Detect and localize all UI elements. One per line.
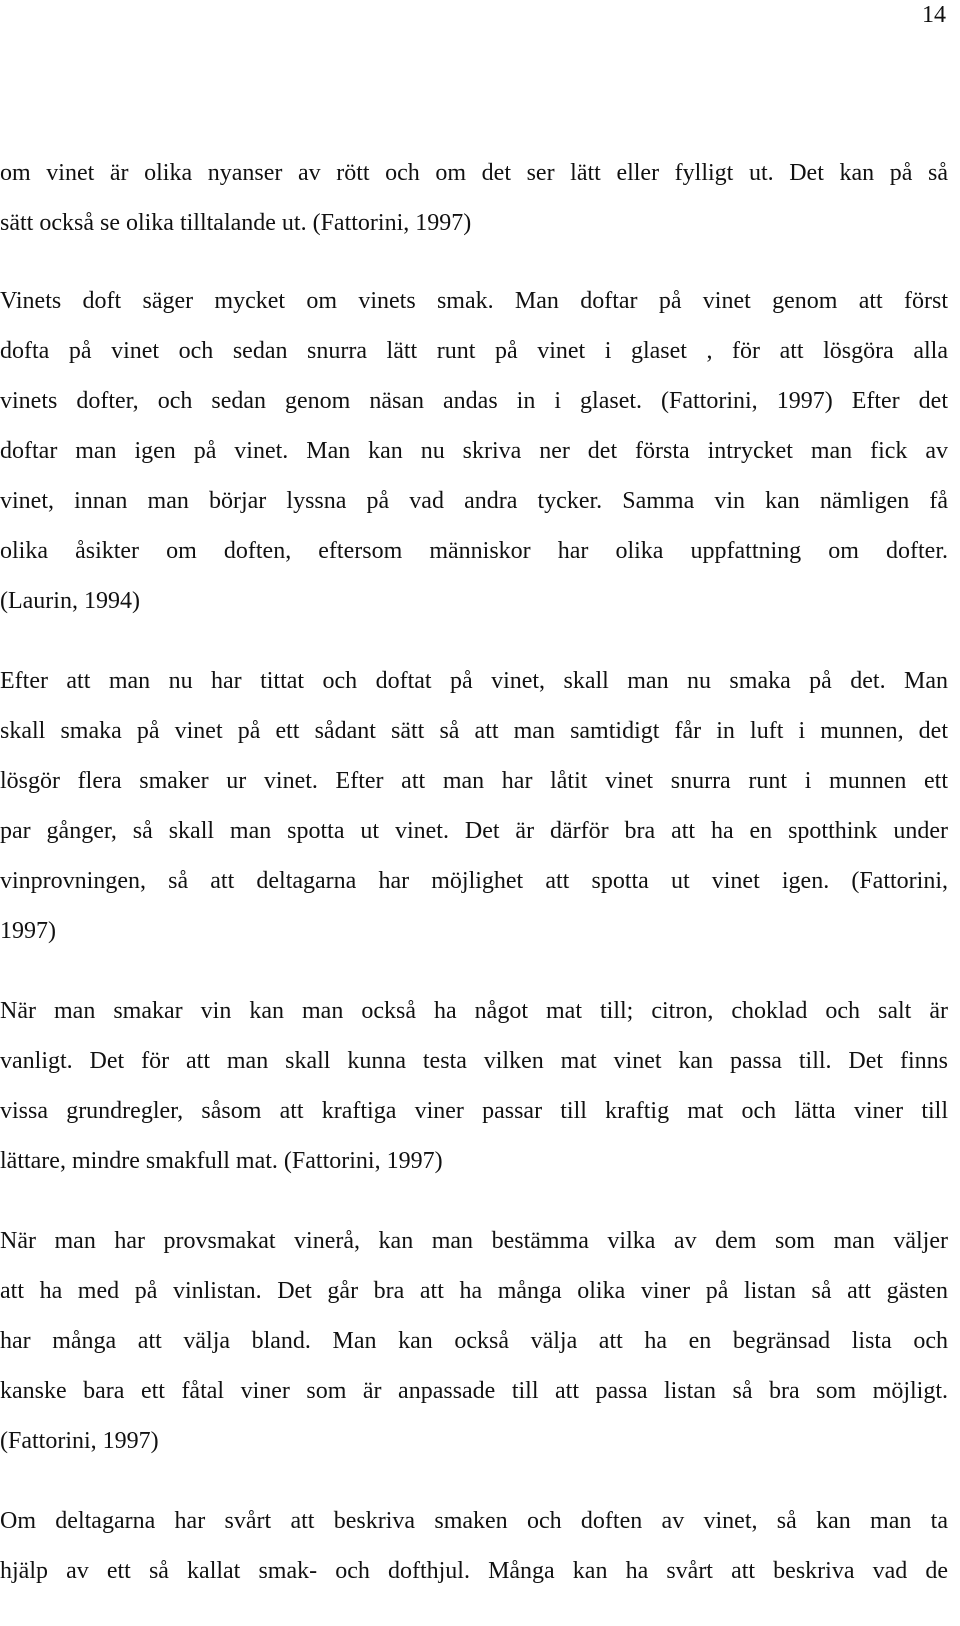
paragraph [0,986,948,1186]
text-line: Om deltagarna har svårt att beskriva smaken och doften av vinet, så kan man ta [0,1508,948,1534]
text-line: (Laurin, 1994) [0,588,140,614]
text-line: lösgör flera smaker ur vinet. Efter att man har låtit vinet snurra runt i munnen ett [0,768,948,794]
paragraph [0,1496,948,1596]
text-line: vinet, innan man börjar lyssna på vad andra tycker. Samma vin kan nämligen få [0,488,948,514]
text-line: vinprovningen, så att deltagarna har möjlighet att spotta ut vinet igen. (Fattorini, [0,868,948,894]
text-line: att ha med på vinlistan. Det går bra att ha många olika viner på listan så att gästen [0,1278,948,1304]
page-number: 14 [922,2,946,28]
text-line: sätt också se olika tilltalande ut. (Fattorini, 1997) [0,210,472,236]
paragraph [0,276,948,626]
paragraph [0,148,948,248]
text-line: När man smakar vin kan man också ha något mat till; citron, choklad och salt är [0,998,948,1024]
text-line: (Fattorini, 1997) [0,1428,159,1454]
text-line: olika åsikter om doften, eftersom människor har olika uppfattning om dofter. [0,538,948,564]
text-line: vissa grundregler, såsom att kraftiga viner passar till kraftig mat och lätta viner till [0,1098,948,1124]
text-line: 1997) [0,918,56,944]
text-line: skall smaka på vinet på ett sådant sätt så att man samtidigt får in luft i munnen, det [0,718,948,744]
text-line: lättare, mindre smakfull mat. (Fattorini, 1997) [0,1148,443,1174]
text-line: kanske bara ett fåtal viner som är anpassade till att passa listan så bra som möjligt. [0,1378,948,1404]
text-line: vinets dofter, och sedan genom näsan andas in i glaset. (Fattorini, 1997) Efter det [0,388,948,414]
text-line: Efter att man nu har tittat och doftat på vinet, skall man nu smaka på det. Man [0,668,948,694]
text-line: Vinets doft säger mycket om vinets smak. Man doftar på vinet genom att först [0,288,948,314]
text-line: par gånger, så skall man spotta ut vinet. Det är därför bra att ha en spotthink under [0,818,948,844]
text-line: har många att välja bland. Man kan också välja att ha en begränsad lista och [0,1328,948,1354]
text-line: doftar man igen på vinet. Man kan nu skriva ner det första intrycket man fick av [0,438,948,464]
text-line: dofta på vinet och sedan snurra lätt runt på vinet i glaset , för att lösgöra alla [0,338,948,364]
text-line: hjälp av ett så kallat smak- och dofthjul. Många kan ha svårt att beskriva vad de [0,1558,948,1584]
document-body [0,148,948,1626]
text-line: om vinet är olika nyanser av rött och om det ser lätt eller fylligt ut. Det kan på så [0,160,948,186]
paragraph [0,656,948,956]
text-line: vanligt. Det för att man skall kunna testa vilken mat vinet kan passa till. Det finns [0,1048,948,1074]
text-line: När man har provsmakat vinerå, kan man bestämma vilka av dem som man väljer [0,1228,948,1254]
paragraph [0,1216,948,1466]
